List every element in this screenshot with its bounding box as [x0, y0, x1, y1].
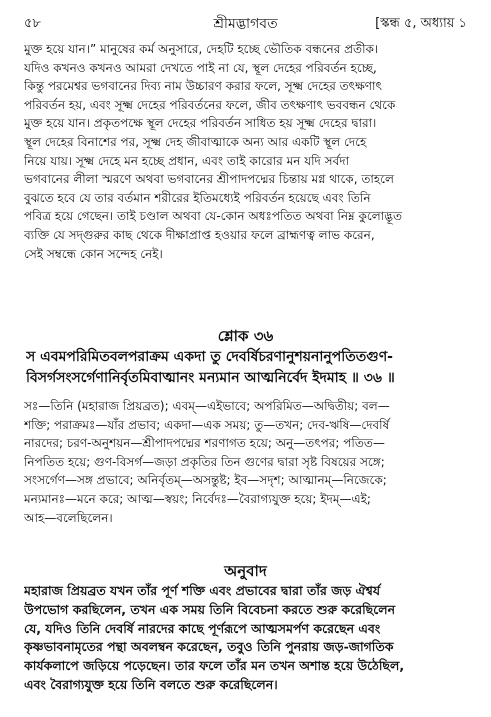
translation-line: কার্যকলাপে জড়িয়ে পড়েছেন। তার ফলে তাঁর মন তখন অশান্ত হয়ে উঠেছিল, [24, 658, 405, 674]
purport-line: পরিবর্তন হয়, এবং সূক্ষ্ম দেহের পরিবর্তনের ফলে, জীব তৎক্ষণাৎ ভববন্ধন থেকে [24, 97, 396, 112]
purport-line: নিয়ে যায়। সূক্ষ্ম দেহে মন হচ্ছে প্রধান, এবং তাই কারোর মন যদি সর্বদা [24, 153, 350, 168]
verse-line: বিসর্গসংসর্গেণানির্বৃতমিবাত্মানং মন্যমান আত্মনির্বেদ ইদমাহ ॥ ৩৬ ॥ [26, 370, 395, 386]
translation-line: যে, যদিও তিনি দেবর্ষি নারদের কাছে পূর্ণরূপে আত্মসমর্পণ করেছেন এবং [24, 620, 381, 636]
synonyms-line: সঃ—তিনি (মহারাজ প্রিয়ব্রত); এবম্—এইভাবে; অপরিমিত—অদ্বিতীয়; বল— [24, 399, 390, 413]
purport-line: মুক্ত হয়ে যান। প্রকৃতপক্ষে স্থূল দেহের পরিবর্তন সাধিত হয় সূক্ষ্ম দেহের দ্বারা। [24, 116, 377, 131]
purport-line: বুঝতে হবে যে তার বর্তমান শরীরের ইতিমধ্যেই পরিবর্তন হয়েছে এবং তিনি [24, 190, 371, 205]
verse-text [26, 347, 473, 389]
synonyms-line: আহ—বলেছিলেন। [24, 510, 113, 525]
synonyms-line: মন্যমানঃ—মনে করে; আত্ম—স্বয়ং; নির্বেদঃ—বৈরাগ্যযুক্ত হয়ে; ইদম্—এই; [24, 491, 371, 506]
translation-heading: অনুবাদ [224, 562, 267, 580]
synonyms-line: শক্তি; পরাক্রমঃ—যাঁর প্রভাব; একদা—এক সময়; তু—তখন; দেব-ঋষি—দেবর্ষি [24, 417, 390, 432]
purport-line: ব্যক্তি যে সদ্গুরুর কাছ থেকে দীক্ষাপ্রাপ্ত হওয়ার ফলে ব্রাহ্মণত্ব লাভ করেন, [24, 227, 375, 242]
purport-line: মুক্ত হয়ে যান।” মানুষের কর্ম অনুসারে, দেহটি হচ্ছে ভৌতিক বন্ধনের প্রতীক। [24, 42, 379, 56]
synonyms-line: নারদের; চরণ-অনুশয়ন—শ্রীপাদপদ্মের শরণাগত হয়ে; অনু—তৎপর; পতিত— [24, 436, 385, 451]
translation-line: উপভোগ করছিলেন, তখন এক সময় তিনি বিবেচনা করতে শুরু করেছিলেন [24, 601, 396, 617]
purport-line: স্থূল দেহের বিনাশের পর, সূক্ষ্ম দেহ জীবাত্মাকে অন্য আর একটি স্থূল দেহে [24, 134, 367, 149]
purport-line: সেই সম্বন্ধে কোন সন্দেহ নেই। [24, 246, 163, 261]
purport-line: যদিও কখনও কখনও আমরা দেখতে পাই না যে, স্থূল দেহের পরিবর্তন হচ্ছে, [24, 60, 377, 75]
synonyms-line: নিপতিত হয়ে; গুণ-বিসর্গ—জড়া প্রকৃতির তিন গুণের দ্বারা সৃষ্ট বিষয়ের সঙ্গে; [24, 454, 385, 469]
translation-line: কৃষ্ণভাবনামৃতের পন্থা অবলম্বন করেছেন, তবুও তিনি পুনরায় জড়-জাগতিক [24, 639, 394, 655]
translation-line: মহারাজ প্রিয়ব্রত যখন তাঁর পূর্ণ শক্তি এবং প্রভাবের দ্বারা তাঁর জড় ঐশ্বর্য [24, 583, 381, 598]
purport-text [24, 40, 473, 263]
synonyms-text [24, 397, 473, 527]
page-header [24, 10, 467, 34]
purport-line: ভগবানের লীলা স্মরণে অথবা ভগবানের শ্রীপাদপদ্মের চিন্তায় মগ্ন থাকে, তাহলে [24, 172, 394, 187]
translation-text [24, 582, 473, 695]
book-title: শ্রীমদ্ভাগবত [213, 16, 278, 32]
purport-line: পবিত্র হয়ে গেছেন। তাই চণ্ডাল অথবা যে-কোন অধঃপতিত অথবা নিম্ন কুলোদ্ভূত [24, 209, 402, 224]
synonyms-line: সংসর্গেণ—সঙ্গ প্রভাবে; অনির্বৃতম্—অসন্তুষ্ট; ইব—সদৃশ; আত্মানম্—নিজেকে; [24, 473, 387, 488]
translation-line: এবং বৈরাগ্যযুক্ত হয়ে তিনি বলতে শুরু করেছিলেন। [24, 676, 278, 692]
verse-line: স এবমপরিমিতবলপরাক্রম একদা তু দেবর্ষিচরণানুশয়নানুপতিতগুণ- [26, 349, 393, 365]
chapter-reference: [স্কন্ধ ৫, অধ্যায় ১ [375, 16, 467, 31]
page-number: ৫৮ [24, 16, 41, 31]
purport-line: কিন্তু পরমেশ্বর ভগবানের দিব্য নাম উচ্চারণ করার ফলে, সূক্ষ্ম দেহের তৎক্ষণাৎ [24, 79, 382, 94]
verse-heading: শ্লোক ৩৬ [217, 327, 274, 345]
